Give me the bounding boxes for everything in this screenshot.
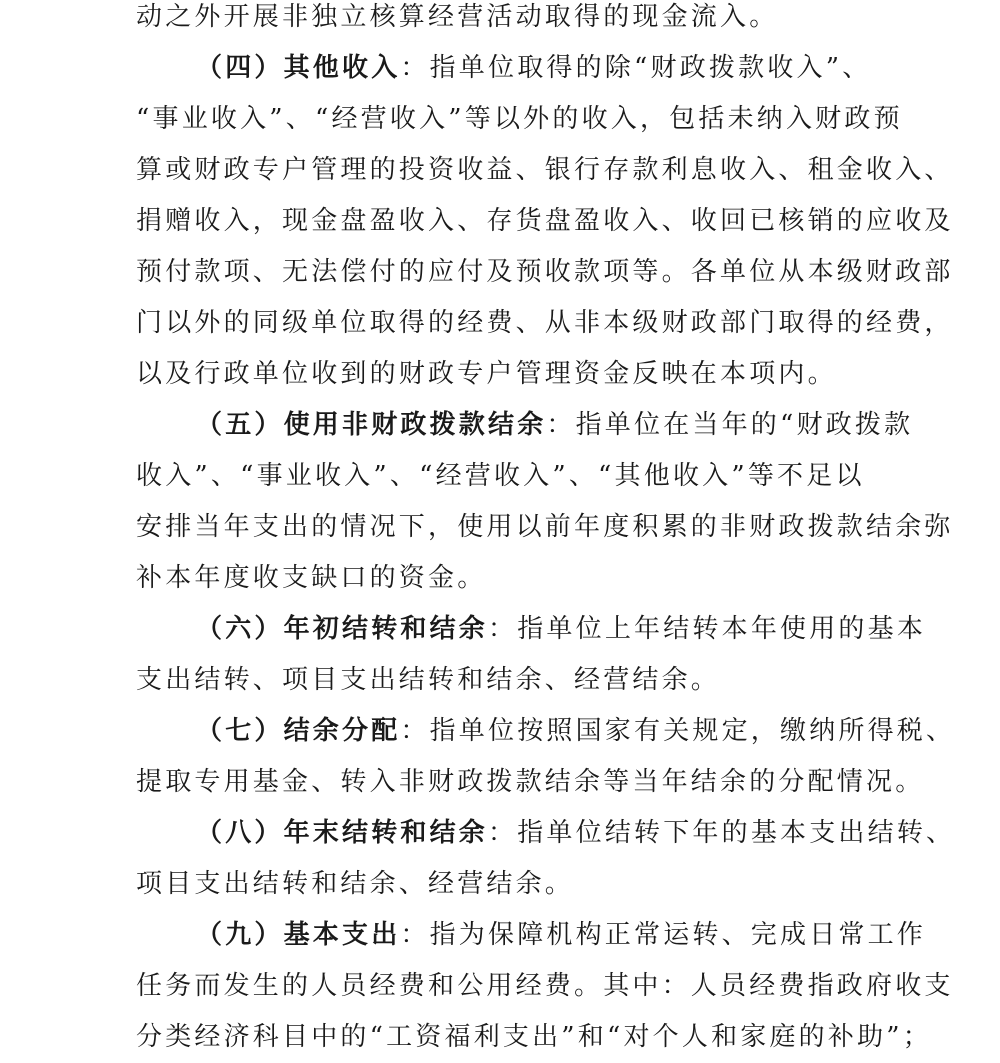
term-heading: （八）年末结转和结余: [196, 818, 489, 848]
text-line: [0, 502, 1000, 553]
text-line: [0, 1012, 1000, 1063]
line-text: 安排当年支出的情况下，使用以前年度积累的非财政拨款结余弥: [136, 512, 954, 542]
text-line: [0, 808, 1000, 859]
line-text: 收入”、“事业收入”、“经营收入”、“其他收入”等不足以: [136, 461, 865, 491]
text-line: [0, 400, 1000, 451]
text-line: [0, 655, 1000, 706]
line-text: 任务而发生的人员经费和公用经费。其中：人员经费指政府收支: [136, 971, 954, 1001]
text-line: [0, 298, 1000, 349]
text-line: [0, 757, 1000, 808]
term-heading: （九）基本支出: [196, 920, 401, 950]
line-text: 算或财政专户管理的投资收益、银行存款利息收入、租金收入、: [136, 155, 954, 185]
line-text: ：指单位在当年的“财政拨款: [546, 410, 914, 440]
text-line: [0, 910, 1000, 961]
term-heading: （七）结余分配: [196, 716, 401, 746]
line-text: 动之外开展非独立核算经营活动取得的现金流入。: [136, 2, 779, 32]
text-line: [0, 961, 1000, 1012]
text-line: [0, 43, 1000, 94]
line-text: 支出结转、项目支出结转和结余、经营结余。: [136, 665, 721, 695]
term-heading: （六）年初结转和结余: [196, 614, 489, 644]
text-line: [0, 0, 1000, 43]
line-text: 门以外的同级单位取得的经费、从非本级财政部门取得的经费，: [136, 308, 954, 338]
term-heading: （四）其他收入: [196, 53, 401, 83]
text-line: [0, 94, 1000, 145]
line-text: ：指单位按照国家有关规定，缴纳所得税、: [400, 716, 956, 746]
line-text: ：指单位上年结转本年使用的基本: [488, 614, 927, 644]
text-line: [0, 604, 1000, 655]
text-line: [0, 859, 1000, 910]
term-heading: （五）使用非财政拨款结余: [196, 410, 547, 440]
line-text: 预付款项、无法偿付的应付及预收款项等。各单位从本级财政部: [136, 257, 954, 287]
line-text: ：指单位取得的除“财政拨款收入”、: [400, 53, 872, 83]
text-line: [0, 247, 1000, 298]
line-text: “事业收入”、“经营收入”等以外的收入，包括未纳入财政预: [136, 104, 903, 134]
text-line: [0, 451, 1000, 502]
line-text: ：指单位结转下年的基本支出结转、: [488, 818, 956, 848]
line-text: 捐赠收入，现金盘盈收入、存货盘盈收入、收回已核销的应收及: [136, 206, 954, 236]
line-text: 提取专用基金、转入非财政拨款结余等当年结余的分配情况。: [136, 767, 925, 797]
text-line: [0, 706, 1000, 757]
text-line: [0, 145, 1000, 196]
line-text: 分类经济科目中的“工资福利支出”和“对个人和家庭的补助”；: [136, 1022, 932, 1052]
text-line: [0, 196, 1000, 247]
line-text: 补本年度收支缺口的资金。: [136, 563, 487, 593]
text-line: [0, 349, 1000, 400]
line-text: 以及行政单位收到的财政专户管理资金反映在本项内。: [136, 359, 837, 389]
text-line: [0, 553, 1000, 604]
line-text: ：指为保障机构正常运转、完成日常工作: [400, 920, 927, 950]
line-text: 项目支出结转和结余、经营结余。: [136, 869, 575, 899]
